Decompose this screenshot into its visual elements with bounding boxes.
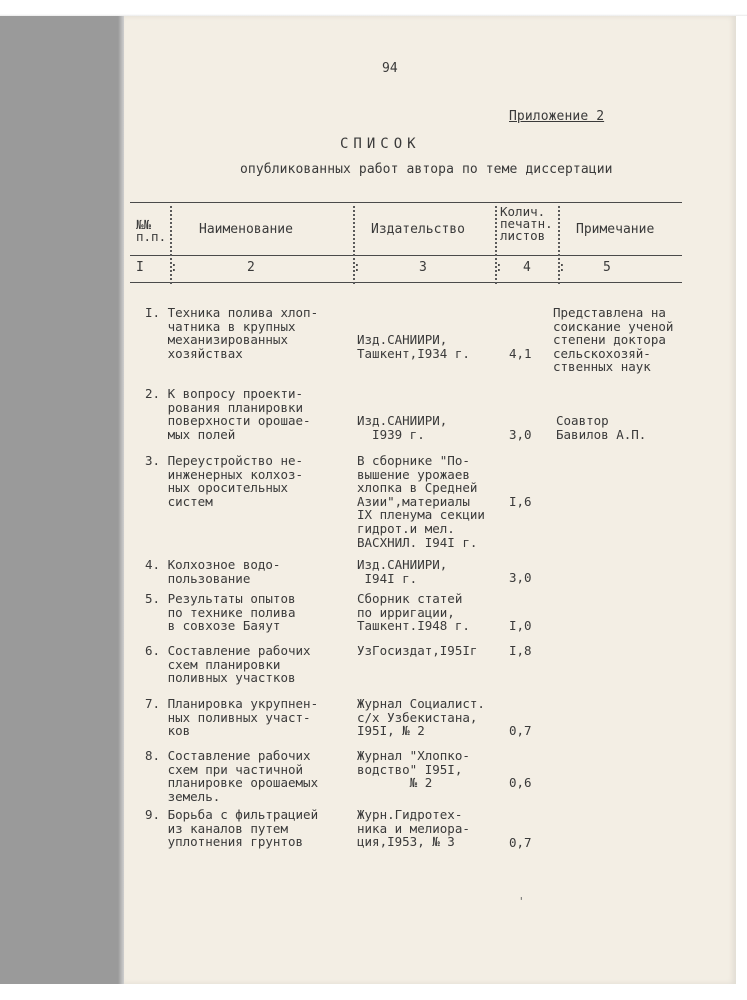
table-row-sheets: 3,0	[509, 570, 532, 585]
table-row-note: Представлена на соискание ученой степени доктора сельскохозяй- ственных наук	[553, 305, 674, 375]
table-row-publisher: Изд.САНИИРИ, I94I г.	[357, 557, 448, 586]
table-row-name: 3. Переустройство не- инженерных колхоз- ных оросительных систем	[145, 453, 304, 509]
table-header-rule	[130, 255, 682, 256]
table-row-publisher: Журнал Социалист. с/х Узбекистана, I95I, № 2	[357, 696, 485, 739]
column-number-separator: :	[558, 260, 566, 275]
table-row-name: 5. Результаты опытов по технике полива в совхозе Баяут	[145, 591, 296, 634]
scan-left-edge	[0, 0, 124, 1000]
table-row-publisher: Журн.Гидротех- ника и мелиора- ция,I953, № 3	[357, 807, 470, 850]
table-row-name: 2. К вопросу проекти- рования планировки поверхности орошае- мых полей	[145, 386, 311, 442]
table-row-publisher: В сборнике "По- вышение урожаев хлопка в Средней Азии",материалы IX пленума секции гидрот.и мел. ВАСХНИЛ. I94I г.	[357, 453, 485, 550]
table-row-name: 4. Колхозное водо- пользование	[145, 557, 281, 586]
column-number: 4	[523, 260, 531, 275]
table-row-sheets: 0,6	[509, 775, 532, 790]
table-colnum-rule	[130, 282, 682, 283]
appendix-label: Приложение 2	[509, 109, 605, 124]
scan-bottom-edge	[0, 984, 747, 1000]
table-row-sheets: 3,0	[509, 427, 532, 442]
table-row-name: 8. Составление рабочих схем при частичной планировке орошаемых земель.	[145, 748, 319, 804]
table-top-rule	[130, 202, 682, 203]
column-number: 3	[419, 260, 427, 275]
ink-mark: '	[518, 895, 525, 908]
table-row-name: I. Техника полива хлоп- чатника в крупных механизированных хозяйствах	[145, 305, 319, 361]
table-row-publisher: Журнал "Хлопко- водство" I95I, № 2	[357, 748, 470, 791]
table-row-sheets: 0,7	[509, 835, 532, 850]
table-row-publisher: Сборник статей по ирригации, Ташкент.I948 г.	[357, 591, 470, 634]
table-row-note: Соавтор Бавилов А.П.	[556, 413, 647, 442]
table-row-sheets: 0,7	[509, 723, 532, 738]
header-name: Наименование	[199, 222, 293, 237]
table-row-name: 9. Борьба с фильтрацией из каналов путем уплотнения грунтов	[145, 807, 319, 850]
table-row-publisher: Изд.САНИИРИ, I939 г.	[357, 413, 448, 442]
header-note: Примечание	[576, 222, 655, 237]
table-row-name: 7. Планировка укрупнен- ных поливных участ- ков	[145, 696, 319, 739]
document-subtitle: опубликованных работ автора по теме диссертации	[240, 162, 613, 177]
column-number-separator: :	[353, 260, 361, 275]
table-row-sheets: I,6	[509, 494, 532, 509]
scan-top-edge	[0, 0, 747, 16]
column-number: 2	[247, 260, 255, 275]
table-row-sheets: I,8	[509, 643, 532, 658]
table-row-publisher: УзГосиздат,I95Iг	[357, 643, 478, 658]
header-sheets: Колич. печатн. листов	[500, 204, 553, 243]
column-number-separator: :	[495, 260, 503, 275]
page-number: 94	[382, 61, 398, 76]
header-publisher: Издательство	[371, 222, 465, 237]
column-number-separator: :	[170, 260, 178, 275]
table-row-name: 6. Составление рабочих схем планировки поливных участков	[145, 643, 311, 686]
table-row-publisher: Изд.САНИИРИ, Ташкент,I934 г.	[357, 332, 470, 361]
table-row-sheets: 4,1	[509, 346, 532, 361]
column-number: I	[136, 260, 144, 275]
header-num: №№ п.п.	[136, 217, 167, 244]
column-number: 5	[603, 260, 611, 275]
table-row-sheets: I,0	[509, 618, 532, 633]
document-title: СПИСОК	[340, 136, 421, 152]
